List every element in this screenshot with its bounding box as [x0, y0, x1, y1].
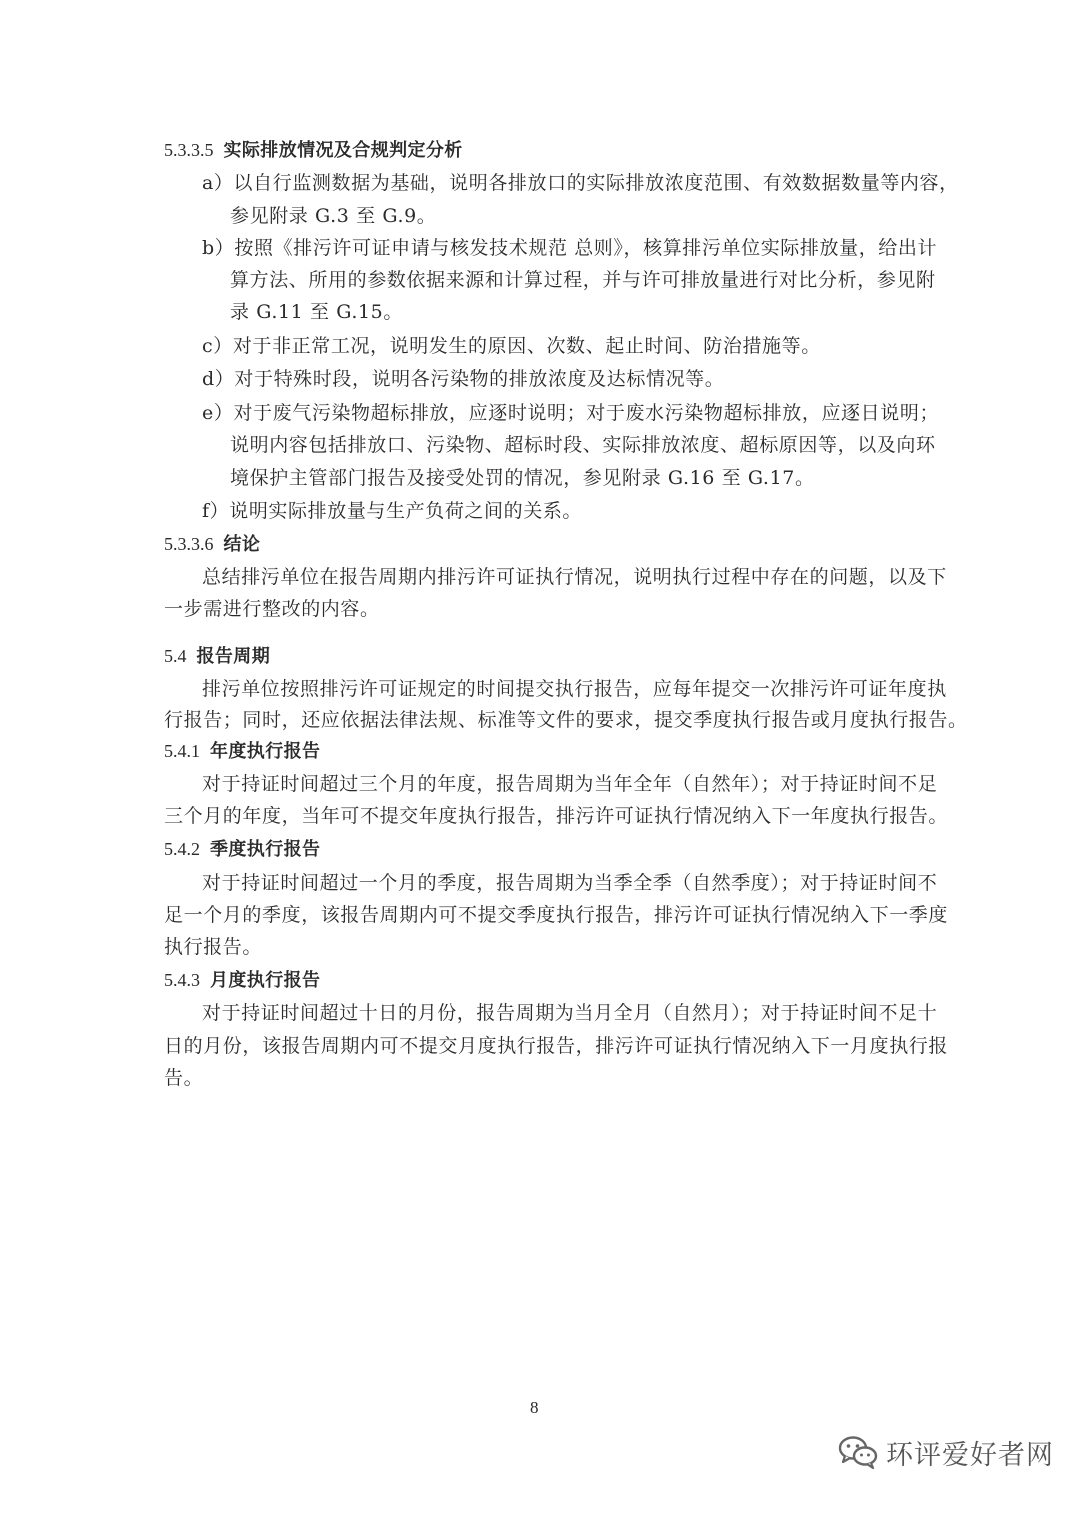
section-title: 结论: [223, 534, 261, 555]
paragraph-line: 执行报告。: [164, 936, 263, 958]
paragraph-line: 参见附录 G.3 至 G.9。: [230, 205, 437, 227]
paragraph-line: 说明内容包括排放口、污染物、超标时段、实际排放浓度、超标原因等，以及向环: [230, 434, 936, 456]
paragraph-line: 足一个月的季度，该报告周期内可不提交季度执行报告，排污许可证执行情况纳入下一季度: [164, 904, 949, 926]
paragraph-line: 行报告；同时，还应依据法律法规、标准等文件的要求，提交季度执行报告或月度执行报告。: [164, 709, 968, 731]
section-title: 年度执行报告: [210, 741, 321, 762]
paragraph-line: 对于持证时间超过一个月的季度，报告周期为当季全季（自然季度）；对于持证时间不: [202, 872, 938, 894]
paragraph-line: 对于持证时间超过三个月的年度，报告周期为当年全年（自然年）；对于持证时间不足: [202, 773, 938, 795]
paragraph-line: c）对于非正常工况，说明发生的原因、次数、起止时间、防治措施等。: [202, 335, 821, 357]
paragraph-line: 录 G.11 至 G.15。: [230, 301, 403, 323]
section-heading-5-4-3: [164, 967, 320, 994]
paragraph-line: e）对于废气污染物超标排放，应逐时说明；对于废水污染物超标排放，应逐日说明；: [202, 402, 940, 424]
paragraph-line: 算方法、所用的参数依据来源和计算过程，并与许可排放量进行对比分析，参见附: [230, 269, 936, 291]
paragraph-line: 对于持证时间超过十日的月份，报告周期为当月全月（自然月）；对于持证时间不足十: [202, 1002, 938, 1024]
section-number: 5.4.1: [164, 741, 200, 761]
section-heading-5-4: [164, 643, 270, 670]
section-heading-5-3-3-5: [164, 137, 463, 164]
watermark-text: 环评爱好者网: [886, 1439, 1054, 1471]
watermark: [838, 1429, 1054, 1475]
section-number: 5.3.3.6: [164, 534, 214, 554]
section-number: 5.4.2: [164, 839, 200, 859]
paragraph-line: 排污单位按照排污许可证规定的时间提交执行报告，应每年提交一次排污许可证年度执: [202, 678, 947, 700]
paragraph-line: 三个月的年度，当年可不提交年度执行报告，排污许可证执行情况纳入下一年度执行报告。: [164, 805, 949, 827]
paragraph-line: 告。: [164, 1067, 204, 1089]
paragraph-line: a）以自行监测数据为基础，说明各排放口的实际排放浓度范围、有效数据数量等内容，: [202, 172, 959, 194]
paragraph-line: 日的月份，该报告周期内可不提交月度执行报告，排污许可证执行情况纳入下一月度执行报: [164, 1035, 949, 1057]
section-number: 5.4.3: [164, 970, 200, 990]
paragraph-line: f）说明实际排放量与生产负荷之间的关系。: [202, 500, 583, 522]
paragraph-line: 一步需进行整改的内容。: [164, 598, 380, 620]
section-title: 季度执行报告: [210, 839, 321, 860]
paragraph-line: b）按照《排污许可证申请与核发技术规范 总则》，核算排污单位实际排放量，给出计: [202, 237, 938, 259]
section-heading-5-4-1: [164, 738, 320, 765]
section-number: 5.4: [164, 646, 187, 666]
paragraph-line: d）对于特殊时段，说明各污染物的排放浓度及达标情况等。: [202, 368, 725, 390]
section-title: 报告周期: [196, 646, 271, 667]
section-title: 实际排放情况及合规判定分析: [223, 140, 463, 161]
wechat-icon: [838, 1435, 878, 1469]
section-number: 5.3.3.5: [164, 140, 214, 160]
page-number: 8: [530, 1398, 539, 1417]
paragraph-line: 总结排污单位在报告周期内排污许可证执行情况，说明执行过程中存在的问题，以及下: [202, 566, 947, 588]
paragraph-line: 境保护主管部门报告及接受处罚的情况，参见附录 G.16 至 G.17。: [230, 467, 815, 489]
section-heading-5-4-2: [164, 836, 320, 863]
section-heading-5-3-3-6: [164, 531, 260, 558]
section-title: 月度执行报告: [210, 970, 321, 991]
